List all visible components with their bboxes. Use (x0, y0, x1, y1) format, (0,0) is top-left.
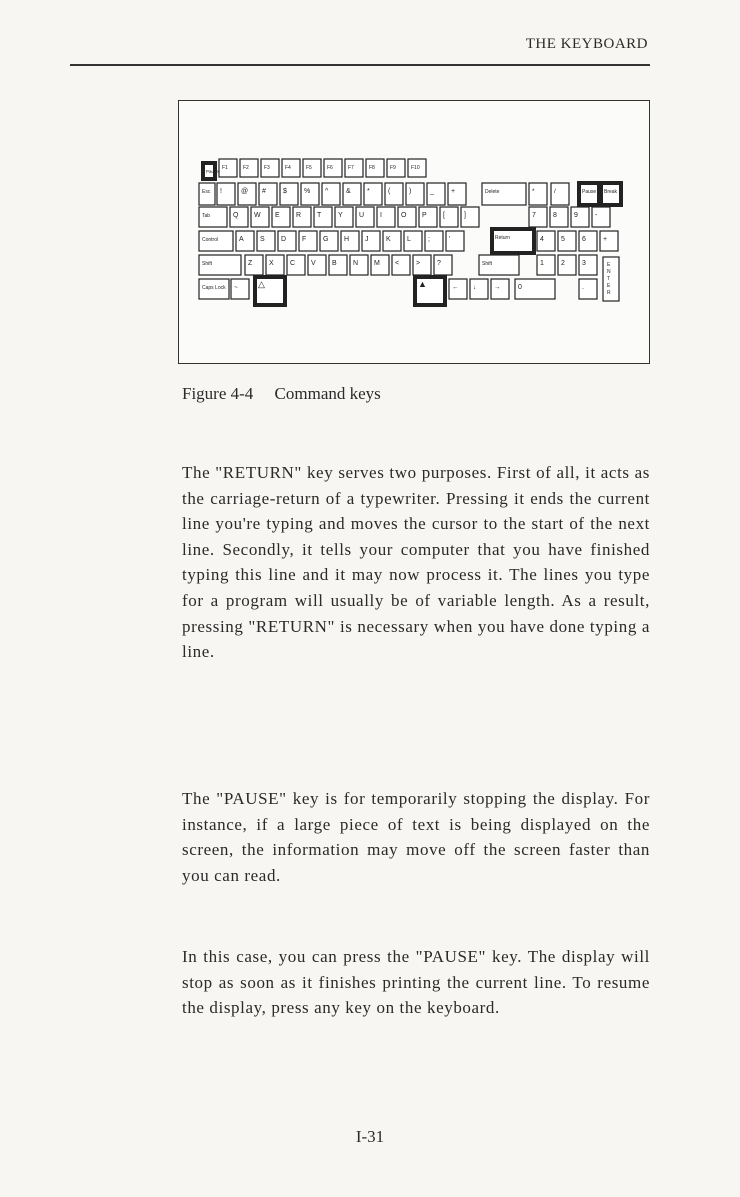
paragraph-pause-resume: In this case, you can press the "PAUSE" key. The display will stop as soon as it finishes printing the current line. To resume the display, press any key on the keyboard. (182, 947, 650, 1018)
key-s (257, 231, 275, 251)
key-pause (203, 163, 219, 179)
key-u (356, 207, 374, 227)
key-return (492, 229, 534, 253)
svg-text:Return: Return (495, 235, 511, 241)
svg-text:△: △ (258, 279, 265, 289)
svg-text:Delete: Delete (485, 189, 500, 195)
key-3 (579, 255, 597, 275)
svg-text:Shift: Shift (482, 261, 493, 267)
keyboard-figure (178, 100, 650, 364)
key-shift (479, 255, 519, 275)
key-e (272, 207, 290, 227)
svg-text:3: 3 (582, 260, 586, 267)
key-f7 (345, 159, 363, 177)
key-l (404, 231, 422, 251)
key-- (301, 183, 319, 205)
key-- (470, 279, 488, 299)
svg-text:G: G (323, 236, 329, 243)
key-j (362, 231, 380, 251)
svg-text:S: S (260, 236, 265, 243)
key-f9 (387, 159, 405, 177)
svg-text:F10: F10 (411, 165, 420, 171)
svg-text:-: - (595, 212, 598, 219)
key-- (280, 183, 298, 205)
svg-text:.: . (582, 284, 584, 291)
key-- (449, 279, 467, 299)
paragraph-pause-key: The "PAUSE" key is for temporarily stopping the display. For instance, if a large piece of text is being displayed on the screen, the information may move off the screen faster than you can read. (182, 789, 650, 885)
key-k (383, 231, 401, 251)
svg-text:X: X (269, 260, 274, 267)
svg-text:M: M (374, 260, 380, 267)
key-- (364, 183, 382, 205)
svg-text:W: W (254, 212, 261, 219)
key-h (341, 231, 359, 251)
svg-text:2: 2 (561, 260, 565, 267)
svg-text:ENTER: E N T E R (607, 262, 611, 296)
key-pause (579, 183, 599, 205)
svg-text:*: * (532, 188, 535, 195)
svg-text:Break: Break (604, 189, 618, 195)
svg-text:6: 6 (582, 236, 586, 243)
svg-text:D: D (281, 236, 287, 243)
svg-text:+: + (603, 236, 608, 243)
key-esc (199, 183, 215, 205)
svg-text:Esc: Esc (202, 189, 211, 195)
svg-text:F3: F3 (264, 165, 270, 171)
key-5 (558, 231, 576, 251)
key-1 (537, 255, 555, 275)
key-f10 (408, 159, 426, 177)
key-- (461, 207, 479, 227)
key-y (335, 207, 353, 227)
svg-text:;: ; (428, 236, 430, 243)
svg-text:T: T (317, 212, 322, 219)
svg-text:A: A (239, 236, 244, 243)
svg-text:/: / (554, 188, 556, 195)
key-f4 (282, 159, 300, 177)
key-- (592, 207, 610, 227)
svg-text:[: [ (443, 212, 445, 219)
key-- (415, 277, 445, 305)
key-- (217, 183, 235, 205)
key-i (377, 207, 395, 227)
svg-text:P: P (422, 212, 427, 219)
svg-text:U: U (359, 212, 365, 219)
key-delete (482, 183, 526, 205)
svg-text:F: F (302, 236, 307, 243)
key-w (251, 207, 269, 227)
key-caps-lock (199, 279, 229, 299)
key-- (343, 183, 361, 205)
key-- (259, 183, 277, 205)
key-- (448, 183, 466, 205)
svg-text:0: 0 (518, 284, 522, 291)
svg-text:4: 4 (540, 236, 544, 243)
key-- (231, 279, 249, 299)
svg-text:+: + (451, 188, 456, 195)
svg-text:F2: F2 (243, 165, 249, 171)
svg-text:Z: Z (248, 260, 253, 267)
svg-text:^: ^ (325, 188, 329, 195)
key-f5 (303, 159, 321, 177)
key-b (329, 255, 347, 275)
svg-text:F1: F1 (222, 165, 228, 171)
svg-text:F6: F6 (327, 165, 333, 171)
key-break (601, 183, 621, 205)
key-- (392, 255, 410, 275)
svg-text:~: ~ (234, 284, 238, 291)
svg-text:V: V (311, 260, 316, 267)
key-q (230, 207, 248, 227)
svg-text:*: * (367, 188, 370, 195)
header-rule (70, 64, 650, 66)
svg-text:E: E (275, 212, 280, 219)
key-- (427, 183, 445, 205)
svg-text:Tab: Tab (202, 213, 211, 219)
key-c (287, 255, 305, 275)
key-- (529, 183, 547, 205)
key-e-n-t-e-r (603, 257, 619, 301)
paragraph-return-key: The "RETURN" key serves two purposes. First of all, it acts as the carriage-return of a typewriter. Pressing it ends the current line you're typing and moves the cursor to the start of the next line. Secondly, it tells your computer that you have finished typing this line and it may now process it. The lines you type for a program will usually be of variable length. As a result, pressing "RETURN" is necessary when you have done typing a line. (182, 463, 650, 662)
svg-text:&: & (346, 188, 351, 195)
key-- (413, 255, 431, 275)
key-- (600, 231, 618, 251)
key-0 (515, 279, 555, 299)
key-d (278, 231, 296, 251)
key-a (236, 231, 254, 251)
key-6 (579, 231, 597, 251)
svg-text:': ' (449, 236, 451, 243)
svg-text:B: B (332, 260, 337, 267)
key-r (293, 207, 311, 227)
svg-text:J: J (365, 236, 369, 243)
key-4 (537, 231, 555, 251)
keyboard-diagram (179, 101, 649, 363)
key-- (255, 277, 285, 305)
svg-text:F4: F4 (285, 165, 291, 171)
key-f3 (261, 159, 279, 177)
key-7 (529, 207, 547, 227)
key-f1 (219, 159, 237, 177)
svg-text:I: I (380, 212, 382, 219)
key-shift (199, 255, 241, 275)
key-2 (558, 255, 576, 275)
key-8 (550, 207, 568, 227)
svg-text:→: → (494, 284, 501, 291)
svg-text:(: ( (388, 188, 391, 195)
svg-text:Y: Y (338, 212, 343, 219)
key-m (371, 255, 389, 275)
svg-text:#: # (262, 188, 266, 195)
key-- (238, 183, 256, 205)
key-p (419, 207, 437, 227)
key-tab (199, 207, 227, 227)
svg-text:$: $ (283, 188, 287, 195)
key-- (440, 207, 458, 227)
svg-text:F9: F9 (390, 165, 396, 171)
key-n (350, 255, 368, 275)
svg-text:Control: Control (202, 237, 219, 243)
svg-text:): ) (409, 188, 412, 195)
key-- (434, 255, 452, 275)
svg-text:▲: ▲ (418, 279, 427, 289)
svg-text:K: K (386, 236, 391, 243)
svg-text:1: 1 (540, 260, 544, 267)
svg-text:8: 8 (553, 212, 557, 219)
svg-text:!: ! (220, 188, 222, 195)
svg-text:←: ← (452, 284, 459, 291)
key-- (446, 231, 464, 251)
key-- (579, 279, 597, 299)
page-number: I-31 (355, 1127, 385, 1146)
bleed-through-text (80, 80, 176, 640)
svg-text:]: ] (464, 212, 466, 219)
svg-text:_: _ (430, 188, 434, 195)
svg-text:F5: F5 (306, 165, 312, 171)
svg-text:<: < (395, 260, 400, 267)
figure-caption: Figure 4-4 Command keys (182, 384, 381, 403)
key-- (491, 279, 509, 299)
svg-text:Pause: Pause (582, 189, 597, 195)
key-- (551, 183, 569, 205)
key-- (385, 183, 403, 205)
key-t (314, 207, 332, 227)
key-control (199, 231, 233, 251)
svg-text:Shift: Shift (202, 261, 213, 267)
svg-text:Caps Lock: Caps Lock (202, 285, 226, 291)
key-g (320, 231, 338, 251)
svg-text:O: O (401, 212, 407, 219)
key-f (299, 231, 317, 251)
svg-text:N: N (353, 260, 359, 267)
svg-text:?: ? (437, 260, 441, 267)
svg-text:F7: F7 (348, 165, 354, 171)
svg-text:>: > (416, 260, 421, 267)
key-- (425, 231, 443, 251)
svg-text:C: C (290, 260, 296, 267)
svg-text:5: 5 (561, 236, 565, 243)
svg-text:Q: Q (233, 212, 239, 219)
key-v (308, 255, 326, 275)
svg-text:F8: F8 (369, 165, 375, 171)
svg-text:R: R (296, 212, 302, 219)
svg-text:Pause: Pause (206, 169, 219, 174)
key-o (398, 207, 416, 227)
key-f2 (240, 159, 258, 177)
key-9 (571, 207, 589, 227)
svg-text:H: H (344, 236, 350, 243)
svg-text:%: % (304, 188, 311, 195)
svg-text:@: @ (241, 188, 249, 195)
svg-text:7: 7 (532, 212, 536, 219)
key-x (266, 255, 284, 275)
key-- (406, 183, 424, 205)
running-header: THE KEYBOARD (525, 36, 648, 52)
key-f6 (324, 159, 342, 177)
key-- (322, 183, 340, 205)
svg-text:L: L (407, 236, 411, 243)
key-f8 (366, 159, 384, 177)
svg-text:↓: ↓ (473, 284, 477, 291)
key-z (245, 255, 263, 275)
svg-text:9: 9 (574, 212, 578, 219)
